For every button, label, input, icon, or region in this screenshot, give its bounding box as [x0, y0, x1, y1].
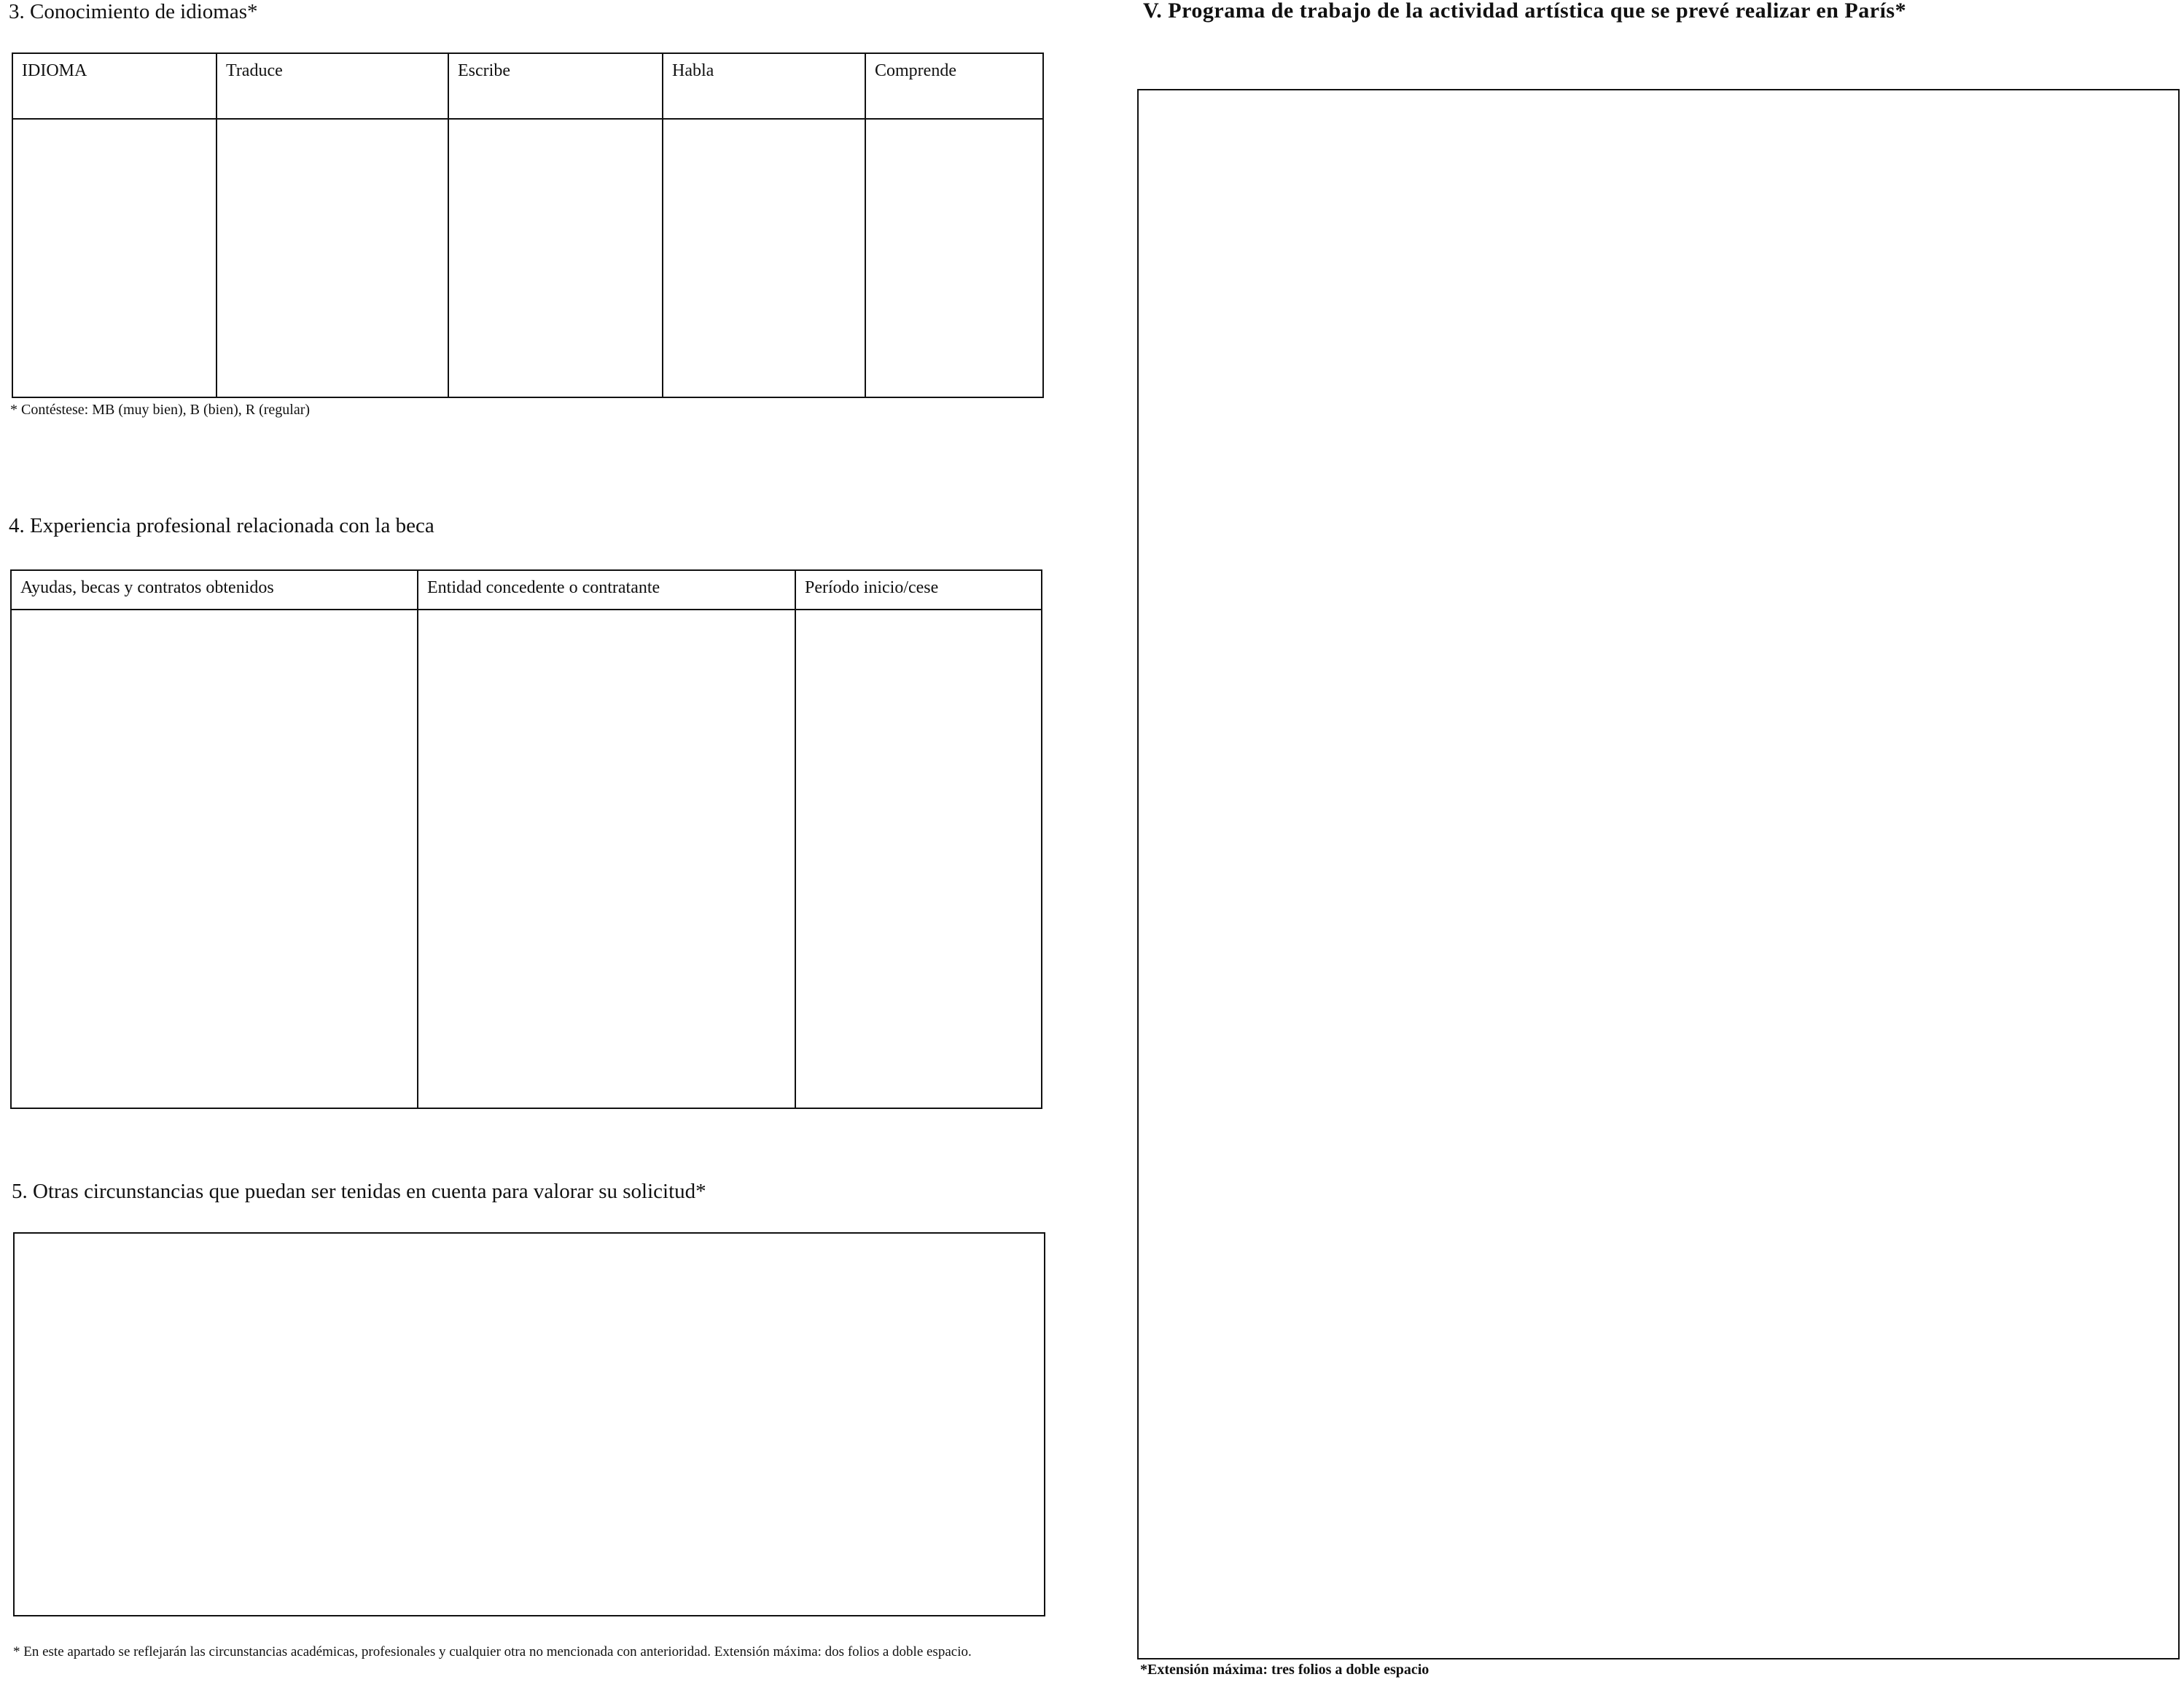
languages-table — [12, 52, 1044, 398]
column-header-ayudas: Ayudas, becas y contratos obtenidos — [11, 570, 418, 610]
program-box[interactable] — [1137, 89, 2180, 1659]
column-header-traduce: Traduce — [217, 53, 448, 119]
program-heading: V. Programa de trabajo de la actividad artística que se prevé realizar en París* — [1143, 0, 1907, 23]
languages-footnote: * Contéstese: MB (muy bien), B (bien), R (regular) — [10, 402, 311, 418]
habla-input-cell[interactable] — [663, 119, 865, 397]
column-header-habla: Habla — [663, 53, 865, 119]
escribe-input-cell[interactable] — [448, 119, 663, 397]
column-header-idioma: IDIOMA — [12, 53, 217, 119]
other-circumstances-heading: 5. Otras circunstancias que puedan ser tenidas en cuenta para valorar su solicitud* — [12, 1180, 706, 1203]
column-header-comprende: Comprende — [865, 53, 1043, 119]
periodo-input-cell[interactable] — [795, 610, 1042, 1108]
other-circumstances-box[interactable] — [13, 1232, 1045, 1616]
column-header-escribe: Escribe — [448, 53, 663, 119]
idioma-input-cell[interactable] — [12, 119, 217, 397]
entidad-input-cell[interactable] — [418, 610, 795, 1108]
column-header-periodo: Período inicio/cese — [795, 570, 1042, 610]
languages-heading: 3. Conocimiento de idiomas* — [9, 0, 258, 23]
column-header-entidad: Entidad concedente o contratante — [418, 570, 795, 610]
ayudas-input-cell[interactable] — [11, 610, 418, 1108]
comprende-input-cell[interactable] — [865, 119, 1043, 397]
other-circumstances-footnote: * En este apartado se reflejarán las circunstancias académicas, profesionales y cualquier otra no mencionada con anterioridad. Extensión máxima: dos folios a doble espacio. — [13, 1644, 972, 1659]
program-footnote: *Extensión máxima: tres folios a doble espacio — [1140, 1662, 1430, 1678]
experience-table — [10, 569, 1042, 1109]
experience-heading: 4. Experiencia profesional relacionada con la beca — [9, 514, 434, 537]
traduce-input-cell[interactable] — [217, 119, 448, 397]
